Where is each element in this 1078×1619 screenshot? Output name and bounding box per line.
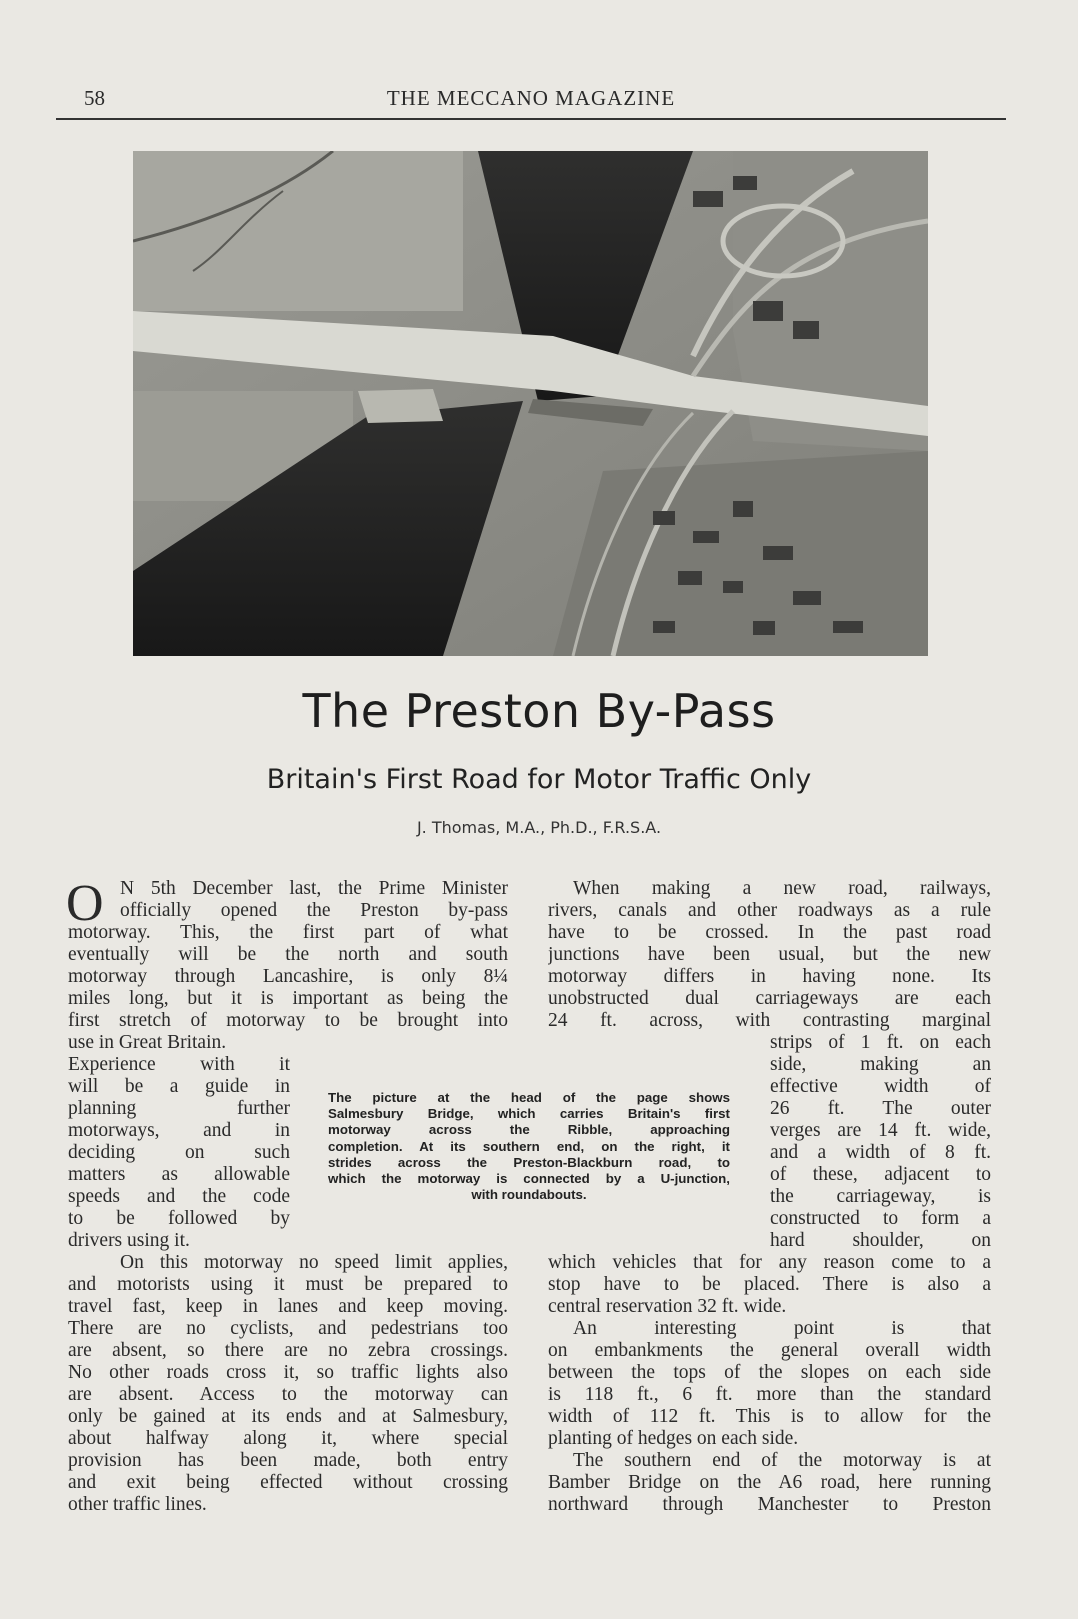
caption-line: strides across the Preston-Blackburn road, to (328, 1154, 730, 1170)
text-line: strips of 1 ft. on each (770, 1032, 991, 1053)
text-line: Bamber Bridge on the A6 road, here running (548, 1472, 991, 1493)
text-line: No other roads cross it, so traffic lights also (68, 1362, 508, 1383)
caption-line: completion. At its southern end, on the right, it (328, 1138, 730, 1154)
text-line: 26 ft. The outer (770, 1098, 991, 1119)
text-line: the carriageway, is (770, 1186, 991, 1207)
text-line: motorway differs in having none. Its (548, 966, 991, 987)
caption-line: The picture at the head of the page shows (328, 1090, 730, 1105)
text-line: When making a new road, railways, (573, 878, 991, 899)
text-line: N 5th December last, the Prime Minister (120, 878, 508, 899)
text-line: travel fast, keep in lanes and keep moving. (68, 1296, 508, 1317)
text-line: On this motorway no speed limit applies, (120, 1252, 508, 1273)
text-line: northward through Manchester to Preston (548, 1494, 991, 1515)
text-line: is 118 ft., 6 ft. more than the standard (548, 1384, 991, 1405)
text-line: eventually will be the north and south (68, 944, 508, 965)
text-line: provision has been made, both entry (68, 1450, 508, 1471)
text-line: side, making an (770, 1054, 991, 1075)
text-line: deciding on such (68, 1142, 290, 1163)
text-line: width of 112 ft. This is to allow for the (548, 1406, 991, 1427)
text-line: about halfway along it, where special (68, 1428, 508, 1449)
caption-line: Salmesbury Bridge, which carries Britain's first (328, 1106, 730, 1122)
page-number: 58 (84, 86, 105, 110)
caption-line: with roundabouts. (471, 1187, 587, 1203)
text-line: stop have to be placed. There is also a (548, 1274, 991, 1295)
text-line: effective width of (770, 1076, 991, 1097)
text-line: and motorists using it must be prepared to (68, 1274, 508, 1295)
page-header (56, 86, 1006, 120)
text-line: There are no cyclists, and pedestrians too (68, 1318, 508, 1339)
text-line: and a width of 8 ft. (770, 1142, 991, 1163)
aerial-photo (133, 151, 928, 656)
article-author: J. Thomas, M.A., Ph.D., F.R.S.A. (416, 818, 662, 837)
text-line: use in Great Britain. (68, 1032, 227, 1053)
text-line: will be a guide in (68, 1076, 290, 1097)
text-line: on embankments the general overall width (548, 1340, 991, 1361)
photo-caption (328, 1090, 730, 1203)
text-line: 24 ft. across, with contrasting marginal (548, 1010, 991, 1031)
text-line: and exit being effected without crossing (68, 1472, 508, 1493)
running-head: THE MECCANO MAGAZINE (386, 86, 676, 110)
text-line: planting of hedges on each side. (548, 1428, 799, 1449)
text-line: hard shoulder, on (770, 1230, 991, 1251)
text-line: constructed to form a (770, 1208, 991, 1229)
text-line: drivers using it. (68, 1230, 190, 1251)
text-line: An interesting point is that (573, 1318, 991, 1339)
text-line: between the tops of the slopes on each side (548, 1362, 991, 1383)
article-subtitle: Britain's First Road for Motor Traffic Only (266, 764, 812, 795)
text-line: of these, adjacent to (770, 1164, 991, 1185)
text-line: motorway through Lancashire, is only 8¼ (68, 966, 508, 987)
aerial-photo-icon (133, 151, 928, 656)
text-line: junctions have been usual, but the new (548, 944, 991, 965)
text-line: are absent, so there are no zebra crossings. (68, 1340, 508, 1361)
caption-line: which the motorway is connected by a U-junction, (328, 1171, 730, 1187)
text-line: other traffic lines. (68, 1494, 207, 1515)
drop-cap: O (66, 875, 104, 932)
text-line: unobstructed dual carriageways are each (548, 988, 991, 1009)
text-line: miles long, but it is important as being the (68, 988, 508, 1009)
text-line: motorway. This, the first part of what (68, 922, 508, 943)
text-line: central reservation 32 ft. wide. (548, 1296, 787, 1317)
text-line: Experience with it (68, 1054, 290, 1075)
text-line: are absent. Access to the motorway can (68, 1384, 508, 1405)
text-line: rivers, canals and other roadways as a rule (548, 900, 991, 921)
text-line: to be followed by (68, 1208, 290, 1229)
text-line: first stretch of motorway to be brought into (68, 1010, 508, 1031)
text-line: verges are 14 ft. wide, (770, 1120, 991, 1141)
text-line: have to be crossed. In the past road (548, 922, 991, 943)
text-line: planning further (68, 1098, 290, 1119)
header-rule (56, 118, 1006, 120)
text-line: officially opened the Preston by-pass (120, 900, 508, 921)
article-title: The Preston By-Pass (302, 684, 776, 738)
text-line: which vehicles that for any reason come to a (548, 1252, 991, 1273)
text-line: motorways, and in (68, 1120, 290, 1141)
caption-line: motorway across the Ribble, approaching (328, 1122, 730, 1138)
text-line: matters as allowable (68, 1164, 290, 1185)
text-line: The southern end of the motorway is at (573, 1450, 991, 1471)
text-line: speeds and the code (68, 1186, 290, 1207)
text-line: only be gained at its ends and at Salmesbury, (68, 1406, 508, 1427)
